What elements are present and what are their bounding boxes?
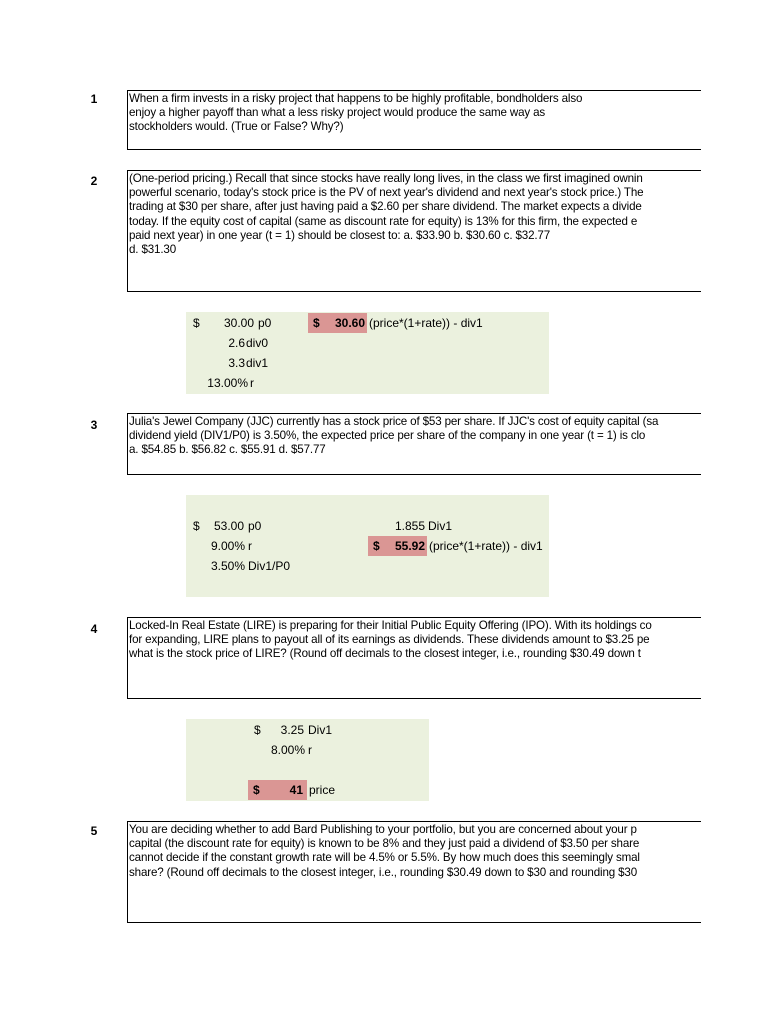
result-highlight[interactable] (248, 780, 307, 800)
rate-value-cell[interactable]: 8.00% (270, 743, 305, 757)
yield-value-cell[interactable]: 3.50% (210, 559, 245, 573)
question-2-line: today. If the equity cost of capital (same as discount rate for equity) is 13% for this firm, the expected e (129, 214, 638, 228)
question-5-line: You are deciding whether to add Bard Publishing to your portfolio, but you are concerned about your p (129, 823, 637, 836)
question-4-line: what is the stock price of LIRE? (Round off decimals to the closest integer, i.e., rounding $30.49 down t (129, 647, 641, 661)
calc-block-q2 (186, 312, 549, 394)
question-2-line: powerful scenario, today's stock price is the PV of next year's dividend and next year's stock price.) The (129, 186, 644, 200)
rate-label: r (248, 539, 252, 553)
div1-label: Div1 (428, 519, 453, 533)
p0-value-cell[interactable]: 53.00 (213, 519, 244, 533)
question-4-line: Locked-In Real Estate (LIRE) is preparing for their Initial Public Equity Offering (IPO). With its holdings co (129, 619, 652, 632)
formula-label: (price*(1+rate)) - div1 (369, 316, 483, 330)
result-value: 55.92 (394, 539, 425, 553)
result-value: 30.60 (334, 316, 365, 330)
calc-block-q4 (186, 719, 429, 801)
dollar-sign: $ (254, 723, 261, 737)
question-3-line: a. $54.85 b. $56.82 c. $55.91 d. $57.77 (129, 443, 326, 457)
rate-label: r (308, 743, 312, 757)
div1-label: Div1 (308, 723, 333, 737)
dollar-sign: $ (193, 316, 200, 330)
p0-value-cell[interactable]: 30.00 (223, 316, 254, 330)
rate-value-cell[interactable]: 9.00% (210, 539, 245, 553)
div1-value-cell[interactable]: 1.855 (394, 519, 425, 533)
question-2-line: (One-period pricing.) Recall that since stocks have really long lives, in the class we first imagined ownin (129, 172, 643, 185)
question-3-line: dividend yield (DIV1/P0) is 3.50%, the expected price per share of the company in one year (t = 1) is clo (129, 429, 646, 443)
question-4-line: for expanding, LIRE plans to payout all of its earnings as dividends. These dividends amount to $3.25 pe (129, 633, 650, 647)
rate-label: r (250, 376, 254, 390)
dollar-sign: $ (313, 316, 320, 330)
question-1-line: When a firm invests in a risky project that happens to be highly profitable, bondholders also (129, 92, 583, 105)
question-3-textbox[interactable] (127, 413, 701, 475)
question-2-line: trading at $30 per share, after just having paid a $2.60 per share dividend. The market expects a divide (129, 200, 642, 214)
question-5-line: cannot decide if the constant growth rate will be 4.5% or 5.5%. By how much does this seemingly smal (129, 851, 640, 865)
question-5-line: share? (Round off decimals to the closest integer, i.e., rounding $30.49 down to $30 and rounding $30 (129, 865, 638, 879)
question-2-line: d. $31.30 (129, 243, 177, 257)
div1-label: div1 (246, 356, 269, 370)
div1-value-cell[interactable]: 3.25 (280, 723, 304, 737)
calc-block-q3 (186, 495, 549, 597)
div0-label: div0 (246, 336, 269, 350)
question-number-5: 5 (90, 824, 98, 838)
p0-label: p0 (248, 519, 262, 533)
question-1-line: stockholders would. (True or False? Why?) (129, 120, 344, 134)
dollar-sign: $ (193, 519, 200, 533)
question-number-4: 4 (90, 622, 98, 636)
question-3-line: Julia's Jewel Company (JJC) currently has a stock price of $53 per share. If JJC's cost of equity capital (sa (129, 415, 659, 428)
div0-value-cell[interactable]: 2.6 (228, 336, 245, 350)
p0-label: p0 (258, 316, 272, 330)
dollar-sign: $ (253, 783, 260, 797)
question-5-line: capital (the discount rate for equity) is known to be 8% and they just paid a dividend of $3.50 per share (129, 837, 640, 851)
price-label: price (309, 783, 336, 797)
question-4-textbox[interactable] (127, 617, 701, 699)
question-2-line: paid next year) in one year (t = 1) should be closest to: a. $33.90 b. $30.60 c. $32.77 (129, 228, 551, 242)
dollar-sign: $ (373, 539, 380, 553)
price-value: 41 (289, 783, 303, 797)
result-highlight[interactable] (368, 536, 427, 556)
question-5-textbox[interactable] (127, 821, 701, 923)
question-1-textbox[interactable] (127, 90, 701, 150)
question-number-3: 3 (90, 418, 98, 432)
result-highlight[interactable] (308, 313, 367, 333)
formula-label: (price*(1+rate)) - div1 (429, 539, 543, 553)
yield-label: Div1/P0 (248, 559, 291, 573)
question-number-2: 2 (90, 174, 98, 188)
question-1-line: enjoy a higher payoff than what a less risky project would produce the same way as (129, 106, 546, 120)
question-2-textbox[interactable] (127, 170, 701, 292)
rate-value-cell[interactable]: 13.00% (207, 376, 248, 390)
question-number-1: 1 (90, 92, 98, 106)
div1-value-cell[interactable]: 3.3 (228, 356, 245, 370)
